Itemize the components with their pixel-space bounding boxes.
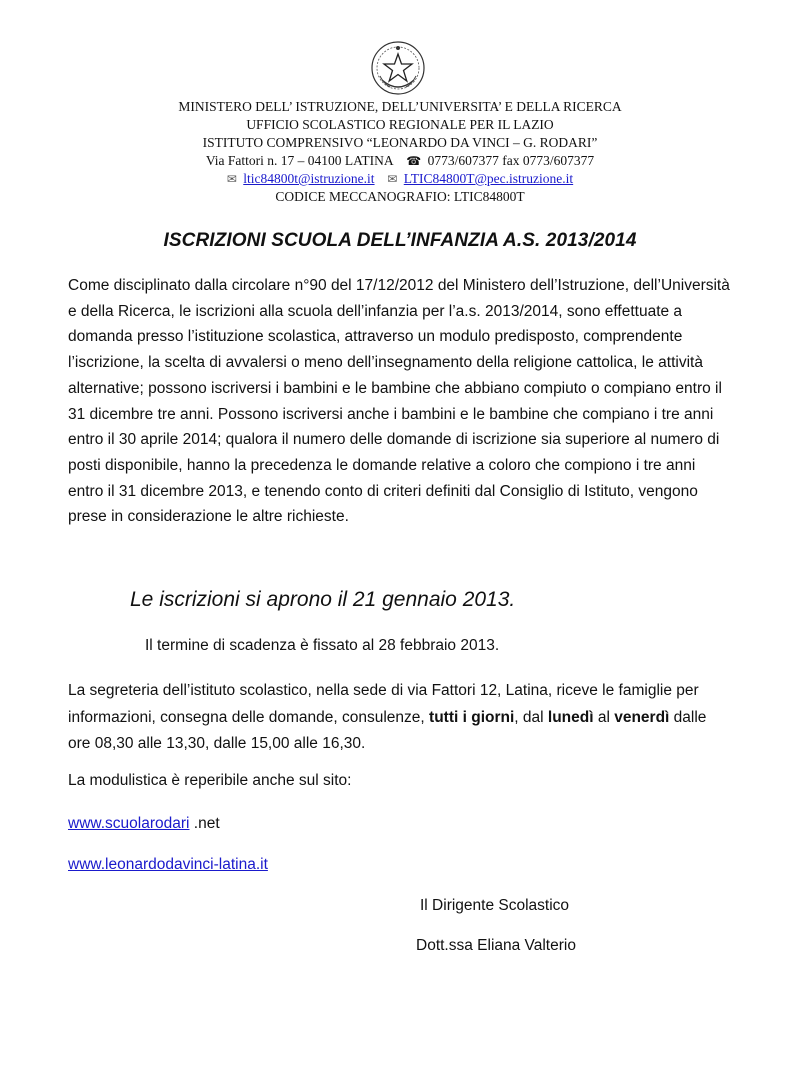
site1-suffix: .net bbox=[189, 815, 220, 832]
document-title: ISCRIZIONI SCUOLA DELL’INFANZIA A.S. 2013/2014 bbox=[163, 230, 637, 251]
site1-line bbox=[68, 815, 220, 833]
office-text-2: , dal bbox=[514, 708, 548, 726]
intro-paragraph: Come disciplinato dalla circolare n°90 del 17/12/2012 del Ministero dell’Istruzione, dell’Università e della Ricerca, le iscrizioni alla scuola dell’infanzia per l’a.s. 2013/2014, sono effettuate a domanda presso l’istituzione scolastica, attraverso un modulo predisposto, comprendente l’iscrizione, la scelta di avvalersi o meno dell’insegnamento della religione cattolica, le attività alternative; possono iscriversi i bambini e le bambine che abbiano compiuto o compiano entro il 31 dicembre tre anni. Possono iscriversi anche i bambini e le bambine che compiano i tre anni entro il 30 aprile 2014; qualora il numero delle domande di iscrizione sia superiore al numero di posti disponibile, hanno la precedenza le domande relative a coloro che compiono i tre anni entro il 31 dicembre 2013, e tenendo conto di criteri definiti dal Consiglio di Istituto, vengono prese in considerazione le altre richieste. bbox=[68, 277, 730, 526]
leonardodavinci-link[interactable]: www.leonardodavinci-latina.it bbox=[68, 856, 268, 873]
site2-line bbox=[68, 856, 268, 874]
phone-fax: 0773/607377 fax 0773/607377 bbox=[427, 153, 595, 168]
office-text-1: La segreteria dell’istituto scolastico, nella sede di via Fattori 12, Latina, riceve le famiglie per informazioni, consegna delle domande, consulenze, bbox=[68, 682, 699, 726]
envelope-icon: ✉ bbox=[226, 172, 237, 186]
pec-email-link[interactable]: LTIC84800T@pec.istruzione.it bbox=[403, 171, 574, 186]
regional-office: UFFICIO SCOLASTICO REGIONALE PER IL LAZIO bbox=[246, 117, 554, 132]
letterhead bbox=[0, 98, 800, 206]
envelope-icon: ✉ bbox=[387, 172, 398, 186]
scuolarodari-link[interactable]: www.scuolarodari bbox=[68, 815, 190, 832]
office-bold-every-day: tutti i giorni bbox=[429, 708, 515, 726]
office-text-4: dalle ore 08,30 alle 13,30, dalle 15,00 alle 16,30. bbox=[68, 708, 707, 752]
opening-notice: Le iscrizioni si aprono il 21 gennaio 2013. bbox=[130, 588, 516, 611]
school-code: CODICE MECCANOGRAFIO: LTIC84800T bbox=[275, 189, 525, 204]
contact-line bbox=[0, 152, 800, 170]
signature-name: Dott.ssa Eliana Valterio bbox=[416, 937, 576, 954]
address: Via Fattori n. 17 – 04100 LATINA bbox=[205, 153, 393, 168]
telephone-icon: ☎ bbox=[406, 154, 422, 168]
forms-intro: La modulistica è reperibile anche sul sito: bbox=[68, 772, 352, 789]
italian-republic-emblem-icon bbox=[370, 40, 426, 96]
office-bold-monday: lunedì bbox=[547, 708, 594, 726]
deadline-notice: Il termine di scadenza è fissato al 28 febbraio 2013. bbox=[145, 637, 500, 654]
office-text-3: al bbox=[593, 708, 615, 726]
ministry-name: MINISTERO DELL’ ISTRUZIONE, DELL’UNIVERSITA’ E DELLA RICERCA bbox=[178, 99, 622, 114]
office-hours-paragraph bbox=[68, 678, 733, 758]
school-name: ISTITUTO COMPRENSIVO “LEONARDO DA VINCI – G. RODARI” bbox=[202, 135, 598, 150]
signature-role: Il Dirigente Scolastico bbox=[420, 897, 570, 914]
email-line bbox=[0, 170, 800, 188]
office-bold-friday: venerdì bbox=[614, 708, 670, 726]
email-link[interactable]: ltic84800t@istruzione.it bbox=[243, 171, 375, 186]
